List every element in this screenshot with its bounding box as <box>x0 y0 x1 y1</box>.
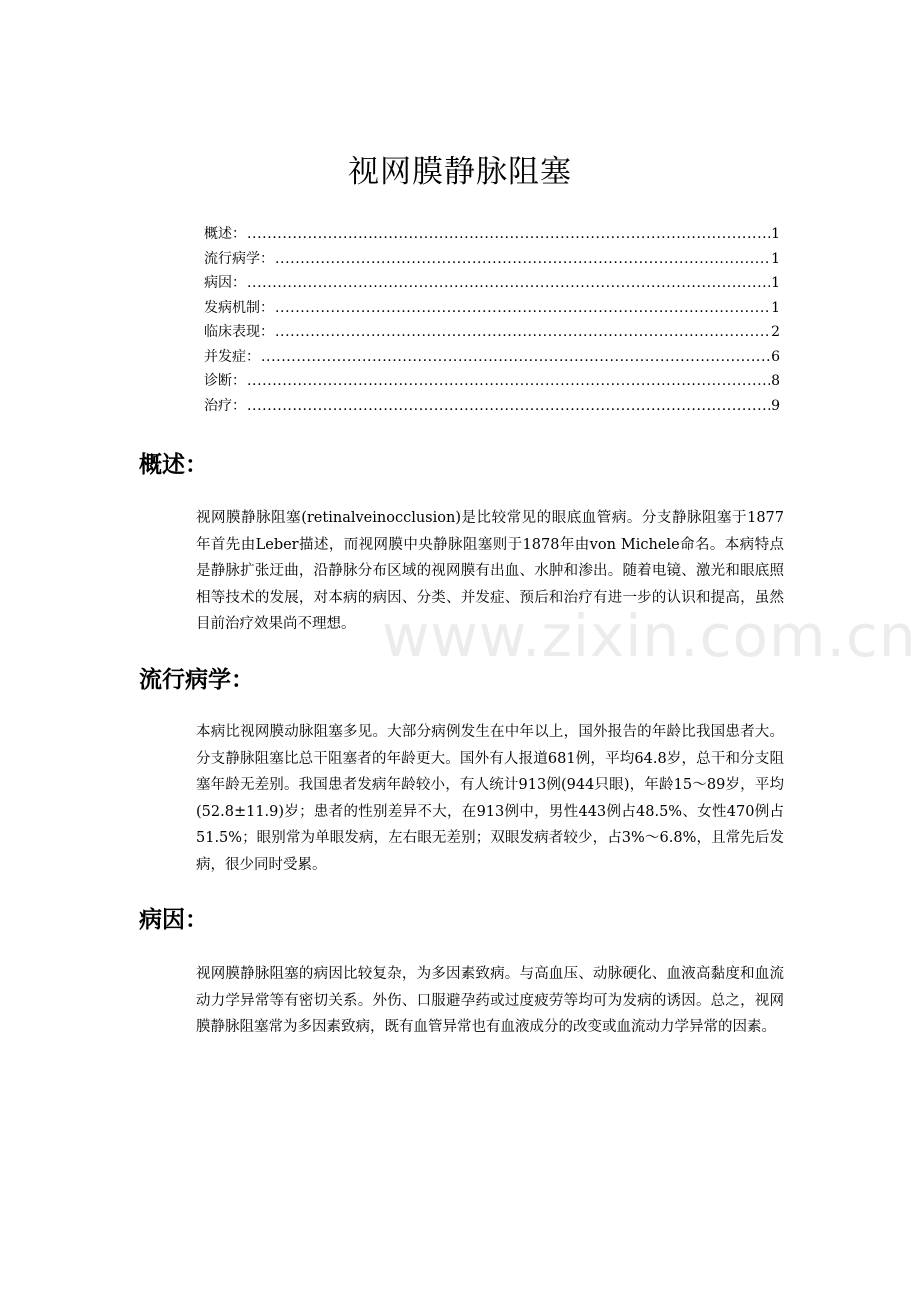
toc-entry-label: 发病机制： <box>204 299 274 316</box>
toc-dot-leader <box>261 345 770 370</box>
toc-entry-label: 临床表现： <box>204 324 274 340</box>
toc-entry-page: 1 <box>771 299 780 316</box>
toc-dot-leader <box>247 271 770 296</box>
toc-entry-page: 1 <box>771 275 780 291</box>
section-body-epidemiology: 本病比视网膜动脉阻塞多见。大部分病例发生在中年以上，国外报告的年龄比我国患者大。分支静脉阻塞比总干阻塞者的年龄更大。国外有人报道681例，平均64.8岁，总干和分支阻塞年龄无差别。我国患者发病年龄较小，有人统计913例(944只眼)，年龄15～89岁，平均(52.8±11.9)岁；患者的性别差异不大，在913例中，男性443例占48.5%、女性470例占51.5%；眼别常为单眼发病，左右眼无差别；双眼发病者较少，占3%～6.8%，且常先后发病，很少同时受累。 <box>196 724 784 873</box>
toc-dot-leader <box>275 247 770 272</box>
section-body-etiology: 视网膜静脉阻塞的病因比较复杂，为多因素致病。与高血压、动脉硬化、血液高黏度和血流动力学异常等有密切关系。外伤、口服避孕药或过度疲劳等均可为发病的诱因。总之，视网膜静脉阻塞常为多因素致病，既有血管异常也有血液成分的改变或血流动力学异常的因素。 <box>196 966 784 1035</box>
toc-entry-complications[interactable] <box>204 345 780 370</box>
section-heading-epidemiology: 流行病学： <box>139 667 254 693</box>
section-heading-overview: 概述： <box>139 452 208 478</box>
toc-entry-overview[interactable] <box>204 222 780 247</box>
toc-entry-label: 诊断： <box>204 373 246 389</box>
toc-entry-pathogenesis[interactable] <box>204 296 780 321</box>
toc-dot-leader <box>247 394 770 419</box>
toc-entry-diagnosis[interactable] <box>204 369 780 394</box>
toc-dot-leader <box>247 222 770 247</box>
section-body-overview: 视网膜静脉阻塞(retinalveinocclusion)是比较常见的眼底血管病。分支静脉阻塞于1877年首先由Leber描述，而视网膜中央静脉阻塞则于1878年由von Michele命名。本病特点是静脉扩张迂曲，沿静脉分布区域的视网膜有出血、水肿和渗出。随着电镜、激光和眼底照相等技术的发展，对本病的病因、分类、并发症、预后和治疗有进一步的认识和提高，虽然目前治疗效果尚不理想。 <box>196 510 784 632</box>
toc-entry-treatment[interactable] <box>204 394 780 419</box>
toc-dot-leader <box>275 320 770 345</box>
toc-entry-page: 9 <box>771 397 780 414</box>
toc-entry-label: 概述： <box>204 226 246 242</box>
toc-entry-page: 2 <box>771 324 780 340</box>
table-of-contents <box>204 222 780 418</box>
toc-entry-label: 并发症： <box>204 348 260 365</box>
watermark: www.zixin.com.cn <box>382 602 917 670</box>
toc-dot-leader <box>275 296 770 321</box>
toc-entry-page: 8 <box>771 373 780 389</box>
toc-entry-label: 病因： <box>204 275 246 291</box>
page-title: 视网膜静脉阻塞 <box>348 154 572 190</box>
toc-entry-epidemiology[interactable] <box>204 247 780 272</box>
section-heading-etiology: 病因： <box>139 907 208 933</box>
toc-entry-page: 6 <box>771 348 780 365</box>
toc-entry-etiology[interactable] <box>204 271 780 296</box>
toc-entry-label: 流行病学： <box>204 250 274 267</box>
toc-dot-leader <box>247 369 770 394</box>
toc-entry-label: 治疗： <box>204 397 246 414</box>
toc-entry-page: 1 <box>771 226 780 242</box>
toc-entry-page: 1 <box>771 250 780 267</box>
toc-entry-clinical[interactable] <box>204 320 780 345</box>
